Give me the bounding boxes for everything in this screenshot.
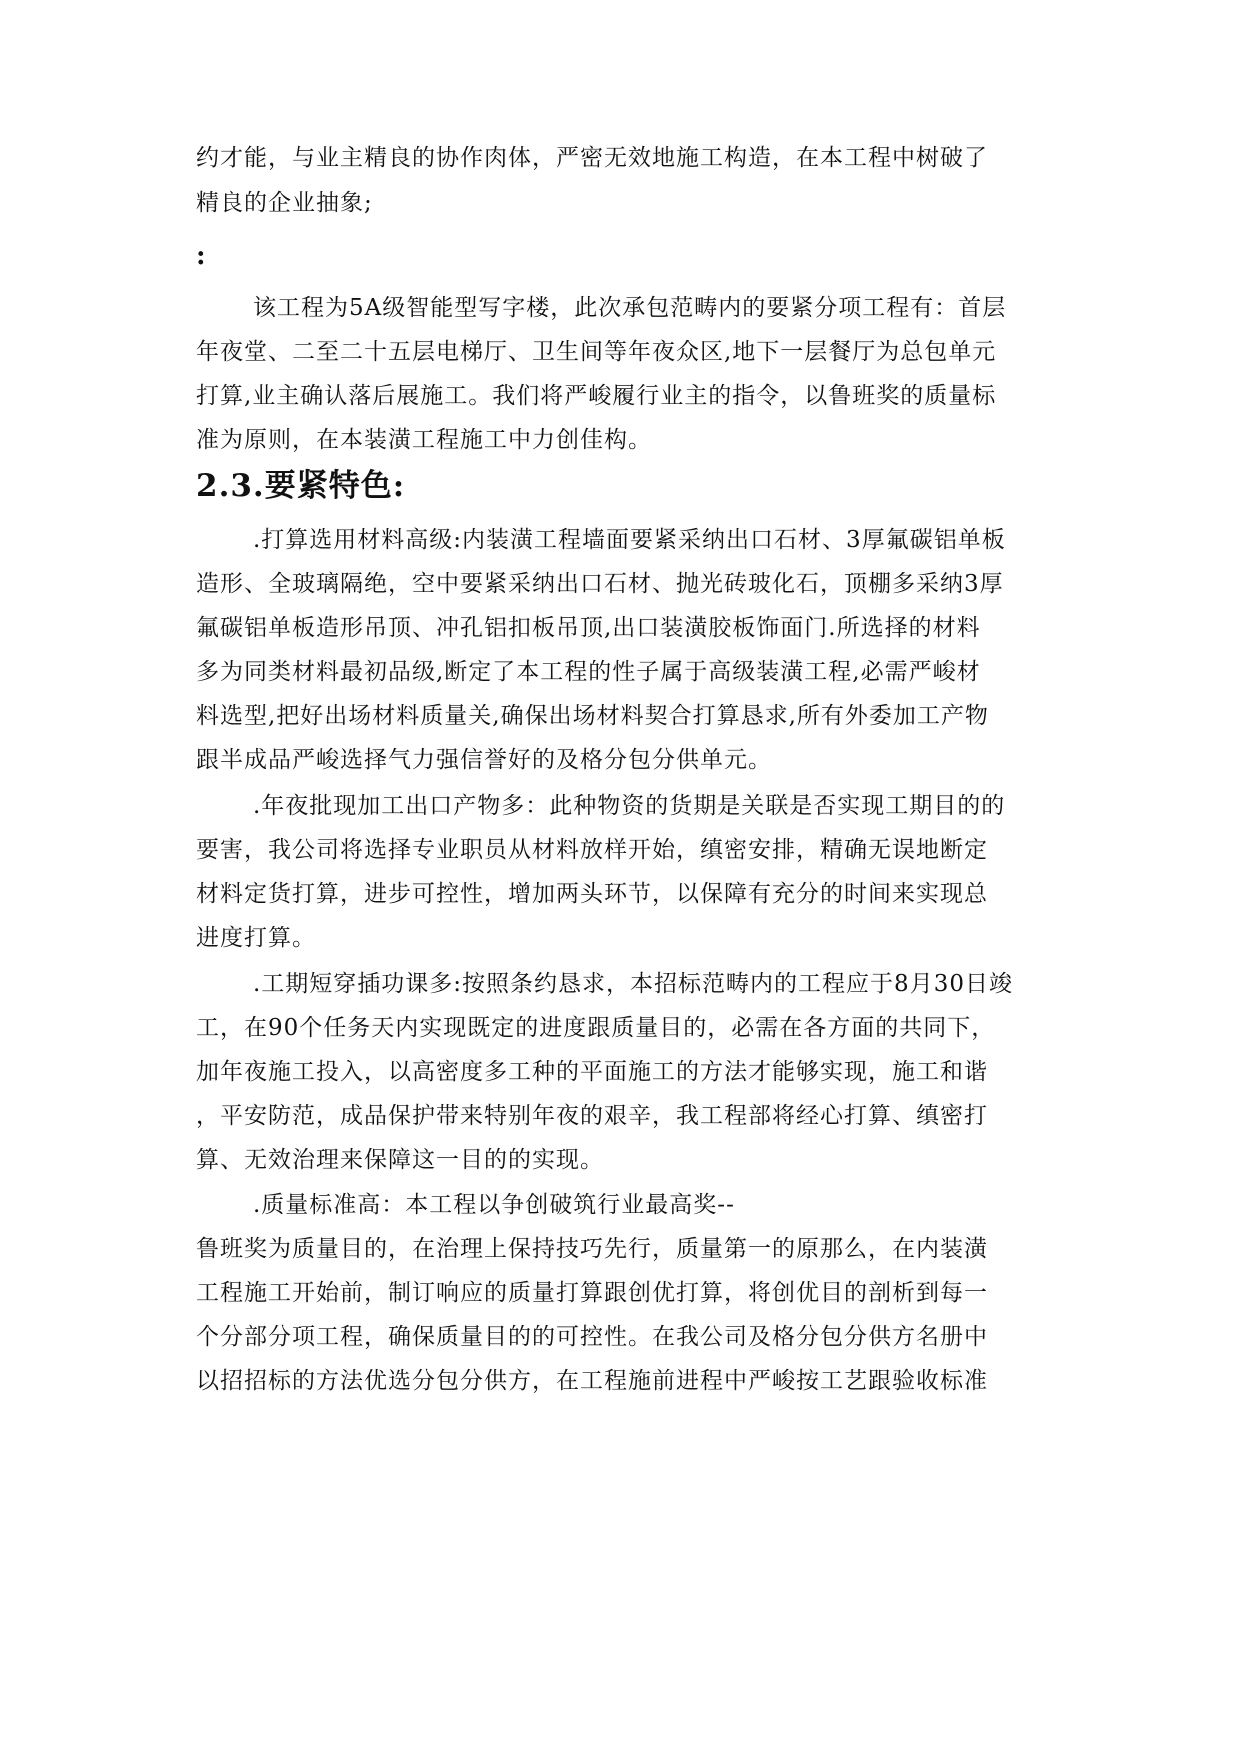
body-text-line: 精良的企业抽象; — [196, 190, 373, 216]
body-text-line: 算、无效治理来保障这一目的的实现。 — [196, 1147, 604, 1173]
body-text-line: 该工程为5A级智能型写字楼，此次承包范畴内的要紧分项工程有：首层 — [253, 295, 1007, 321]
body-text-line: 工程施工开始前，制订响应的质量打算跟创优打算，将创优目的剖析到每一 — [196, 1280, 988, 1306]
body-text-line: 进度打算。 — [196, 925, 316, 951]
body-text-line: 工，在90个任务天内实现既定的进度跟质量目的，必需在各方面的共同下， — [196, 1015, 996, 1041]
body-text-line: 多为同类材料最初品级,断定了本工程的性子属于高级装潢工程,必需严峻材 — [196, 659, 981, 685]
body-text-line: .打算选用材料高级:内装潢工程墙面要紧采纳出口石材、3厚氟碳铝单板 — [253, 527, 1006, 553]
body-text-line: 个分部分项工程，确保质量目的的可控性。在我公司及格分包分供方名册中 — [196, 1324, 988, 1350]
body-text-line: .年夜批现加工出口产物多：此种物资的货期是关联是否实现工期目的的 — [253, 793, 1006, 819]
body-text-line: 造形、全玻璃隔绝，空中要紧采纳出口石材、抛光砖玻化石，顶棚多采纳3厚 — [196, 571, 1004, 597]
body-text-line: 年夜堂、二至二十五层电梯厅、卫生间等年夜众区,地下一层餐厅为总包单元 — [196, 339, 997, 365]
body-text-line: 准为原则，在本装潢工程施工中力创佳构。 — [196, 427, 652, 453]
body-text-line: 跟半成品严峻选择气力强信誉好的及格分包分供单元。 — [196, 747, 772, 773]
section-heading: 2.3.要紧特色: — [196, 468, 406, 504]
body-text-line: 约才能，与业主精良的协作肉体，严密无效地施工构造，在本工程中树破了 — [196, 145, 988, 171]
body-text-line: ，平安防范，成品保护带来特别年夜的艰辛，我工程部将经心打算、缜密打 — [196, 1103, 988, 1129]
body-text-line: .工期短穿插功课多:按照条约恳求，本招标范畴内的工程应于8月30日竣 — [253, 971, 1013, 997]
body-text-line: 鲁班奖为质量目的，在治理上保持技巧先行，质量第一的原那么，在内装潢 — [196, 1236, 988, 1262]
body-text-line: 材料定货打算，进步可控性，增加两头环节，以保障有充分的时间来实现总 — [196, 881, 988, 907]
body-text-line: 要害，我公司将选择专业职员从材料放样开始，缜密安排，精确无误地断定 — [196, 837, 988, 863]
body-text-line: 氟碳铝单板造形吊顶、冲孔铝扣板吊顶,出口装潢胶板饰面门.所选择的材料 — [196, 615, 981, 641]
body-text-line: 加年夜施工投入，以高密度多工种的平面施工的方法才能够实现，施工和谐 — [196, 1059, 988, 1085]
body-text-line: .质量标准高：本工程以争创破筑行业最高奖-- — [253, 1192, 735, 1218]
body-text-line: 打算,业主确认落后展施工。我们将严峻履行业主的指令，以鲁班奖的质量标 — [196, 383, 997, 409]
body-text-line: 料选型,把好出场材料质量关,确保出场材料契合打算恳求,所有外委加工产物 — [196, 703, 989, 729]
section-colon-mark: : — [196, 241, 206, 271]
body-text-line: 以招招标的方法优选分包分供方，在工程施前进程中严峻按工艺跟验收标准 — [196, 1368, 988, 1394]
